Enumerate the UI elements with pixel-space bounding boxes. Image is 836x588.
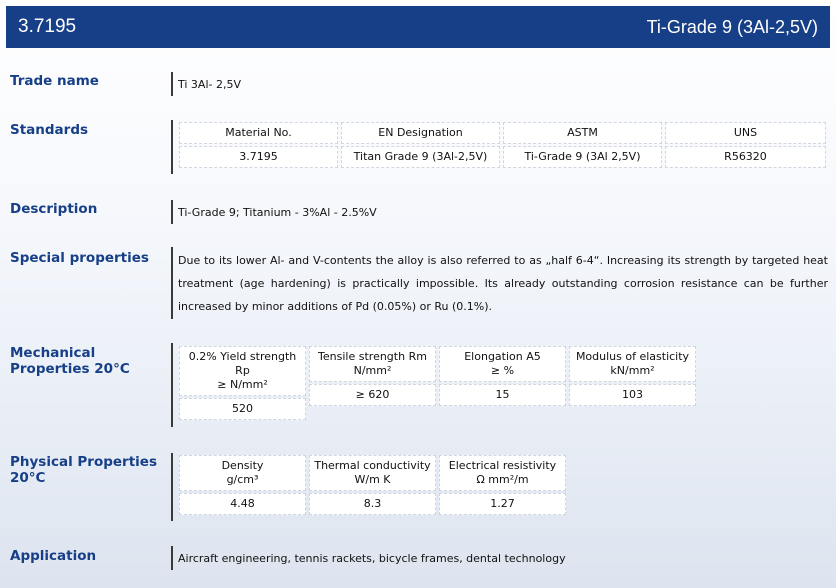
description-label: Description — [10, 201, 98, 217]
divider — [171, 546, 173, 570]
standards-header-en: EN Designation — [341, 122, 500, 144]
standards-header-astm: ASTM — [503, 122, 662, 144]
thermal-header-line1: Thermal conductivity — [314, 459, 431, 472]
physical-label — [10, 454, 157, 486]
mechanical-header-tensile — [309, 346, 436, 382]
physical-value-density: 4.48 — [179, 493, 306, 515]
application-label: Application — [10, 548, 97, 564]
mechanical-label-line2: Properties 20°C — [10, 361, 130, 377]
application-value: Aircraft engineering, tennis rackets, bicycle frames, dental technology — [178, 552, 566, 565]
mechanical-value-tensile: ≥ 620 — [309, 384, 436, 406]
divider — [171, 247, 173, 319]
trade-name-label: Trade name — [10, 73, 99, 89]
title-bar — [6, 6, 830, 48]
physical-header-electrical — [439, 455, 566, 491]
physical-value-electrical: 1.27 — [439, 493, 566, 515]
material-number: 3.7195 — [18, 16, 77, 37]
mechanical-header-yield — [179, 346, 306, 396]
divider — [171, 72, 173, 96]
electrical-header-line1: Electrical resistivity — [448, 459, 557, 472]
electrical-header-line2: Ω mm²/m — [476, 473, 529, 486]
description-value: Ti-Grade 9; Titanium - 3%Al - 2.5%V — [178, 206, 377, 219]
tensile-header-line1: Tensile strength Rm — [318, 350, 427, 363]
standards-label: Standards — [10, 122, 89, 138]
density-header-line1: Density — [221, 459, 264, 472]
special-properties-text: Due to its lower Al- and V-contents the alloy is also referred to as „half 6-4“. Increasing its strength by targeted heat treatment (age hardening) is practically impossible. Its already outstanding corrosion resistance can be further increased by minor additions of Pd (0.05%) or Ru (0.1%). — [178, 254, 828, 313]
standards-value-astm: Ti-Grade 9 (3Al 2,5V) — [503, 146, 662, 168]
mechanical-header-elongation — [439, 346, 566, 382]
thermal-header-line2: W/m K — [354, 473, 391, 486]
standards-header-uns: UNS — [665, 122, 826, 144]
physical-label-line1: Physical Properties — [10, 454, 157, 470]
standards-value-material-no: 3.7195 — [179, 146, 338, 168]
mechanical-label-line1: Mechanical — [10, 345, 96, 361]
mechanical-value-modulus: 103 — [569, 384, 696, 406]
yield-header-line2: Rp — [235, 364, 250, 377]
physical-header-density — [179, 455, 306, 491]
standards-value-en: Titan Grade 9 (3Al-2,5V) — [341, 146, 500, 168]
tensile-header-line2: N/mm² — [353, 364, 392, 377]
modulus-header-line1: Modulus of elasticity — [575, 350, 690, 363]
divider — [171, 120, 173, 174]
material-grade: Ti-Grade 9 (3Al-2,5V) — [646, 16, 818, 37]
physical-header-thermal — [309, 455, 436, 491]
density-header-line2: g/cm³ — [226, 473, 259, 486]
elongation-header-line1: Elongation A5 — [464, 350, 541, 363]
mechanical-value-elongation: 15 — [439, 384, 566, 406]
mechanical-header-modulus — [569, 346, 696, 382]
physical-label-line2: 20°C — [10, 470, 46, 486]
modulus-header-line2: kN/mm² — [610, 364, 655, 377]
special-properties-label: Special properties — [10, 250, 149, 266]
yield-header-line3: ≥ N/mm² — [217, 378, 268, 391]
physical-value-thermal: 8.3 — [309, 493, 436, 515]
divider — [171, 200, 173, 224]
elongation-header-line2: ≥ % — [490, 364, 515, 377]
standards-header-material-no: Material No. — [179, 122, 338, 144]
trade-name-value: Ti 3Al- 2,5V — [178, 78, 241, 91]
standards-value-uns: R56320 — [665, 146, 826, 168]
yield-header-line1: 0.2% Yield strength — [188, 350, 297, 363]
mechanical-label — [10, 345, 130, 377]
divider — [171, 343, 173, 427]
mechanical-value-yield: 520 — [179, 398, 306, 420]
divider — [171, 453, 173, 521]
